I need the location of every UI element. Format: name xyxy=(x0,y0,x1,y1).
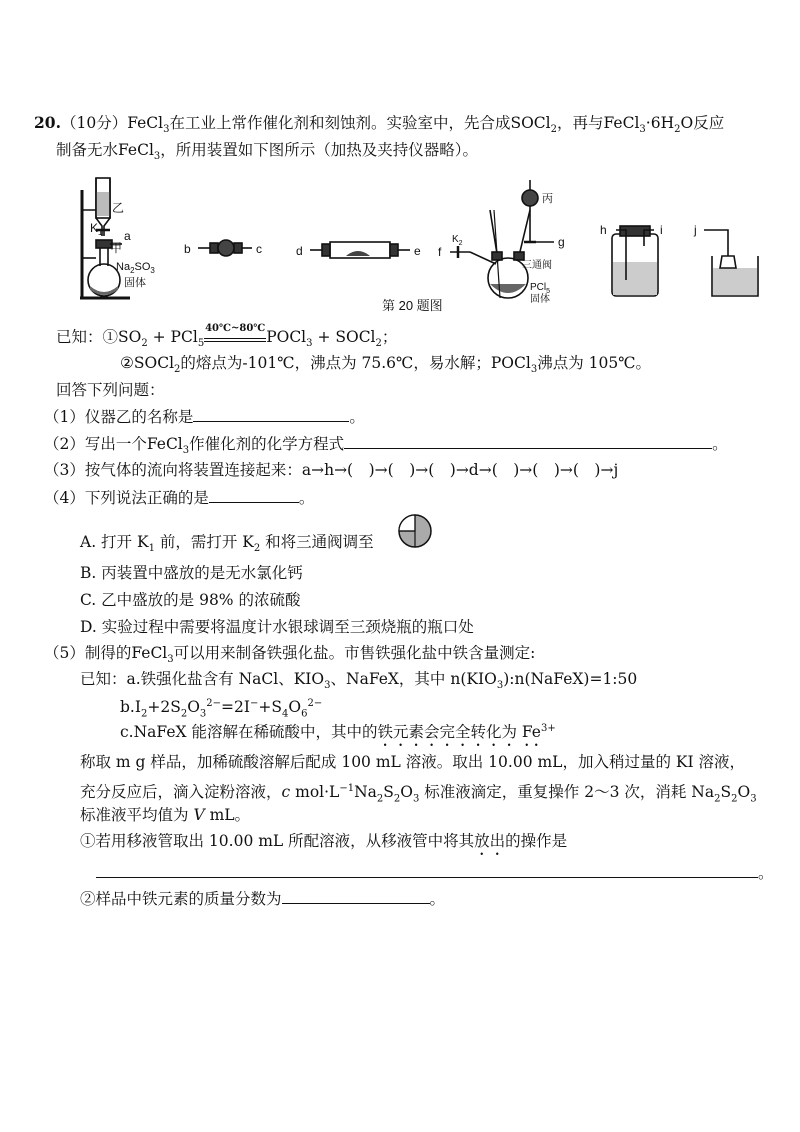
q2-text: （2）写出一个FeCl xyxy=(44,435,183,453)
label-jia: 甲 xyxy=(110,241,123,255)
label-c: c xyxy=(256,242,262,256)
q4-end: 。 xyxy=(298,489,315,507)
q4-text: （4）下列说法正确的是 xyxy=(44,489,209,507)
fact-text: ②SOCl xyxy=(120,354,175,372)
q5-sub2-text: ②样品中铁元素的质量分数为 xyxy=(80,890,282,908)
q5-intro: （5）制得的FeCl$_3$可以用来制备铁强化盐。市售铁强化盐中铁含量测定: xyxy=(44,644,536,666)
label-d: d xyxy=(296,244,303,258)
q4-answer-blank[interactable] xyxy=(209,487,299,503)
label-pcl5: PCl$_5$ xyxy=(530,282,551,295)
q1 xyxy=(44,406,365,427)
intro-text: ·6H xyxy=(645,114,675,132)
intro-text: 在工业上常作催化剂和刻蚀剂。实验室中，先合成SOCl xyxy=(169,114,551,132)
q5-procedure-3 xyxy=(80,805,250,825)
q2-text: 作催化剂的化学方程式 xyxy=(189,435,345,453)
label-solid2: 固体 xyxy=(530,294,550,305)
known-label: 已知： xyxy=(56,328,103,346)
known-text: +S xyxy=(258,698,283,717)
q2: （2）写出一个FeCl$_3$作催化剂的化学方程式 。 xyxy=(44,435,728,457)
label-b: b xyxy=(184,242,191,256)
procedure-text: mL。 xyxy=(204,806,251,824)
known-text: c.NaFeX 能溶解在稀硫酸中，其中的 xyxy=(120,723,378,742)
procedure-text: mol·L xyxy=(290,783,340,802)
label-h: h xyxy=(600,223,607,237)
procedure-text: c xyxy=(281,783,291,802)
known-text: 已知：a.铁强化盐含有 NaCl、KIO xyxy=(80,670,325,688)
label-yi: 乙 xyxy=(112,201,125,215)
q5-sub1-answer-blank[interactable] xyxy=(96,862,758,878)
option-text: 前，需打开 K xyxy=(154,533,254,551)
question-intro-line1: 20.（10分）FeCl$_3$在工业上常作催化剂和刻蚀剂。实验室中，先合成SOCl$_2$，再与$FeCl_3\cdot 6H_2O$反应 xyxy=(34,113,725,136)
known-fact2: ②SOCl$_2$的熔点为-101℃，沸点为 75.6℃，易水解；POCl$_3$沸点为 105℃。 xyxy=(120,354,652,376)
apparatus-figure xyxy=(60,170,760,315)
q5-sub1 xyxy=(80,831,567,859)
q5-known-b: $b.I_2+2S_2O_3^{2-}=2I^-+S_4O_6^{2-}$ xyxy=(120,698,323,720)
label-k2: $K_2$ xyxy=(452,234,463,247)
q5-sub2-end: 。 xyxy=(429,890,446,908)
q5-sub1-answer xyxy=(96,862,774,883)
known-text: O xyxy=(187,698,200,717)
fact-text: 的熔点为-101℃，沸点为 75.6℃，易水解；POCl xyxy=(180,354,531,372)
procedure-text: 标准液平均值为 xyxy=(80,806,194,824)
question-score: （10分） xyxy=(60,114,128,132)
procedure-text: O xyxy=(737,783,751,802)
label-j: j xyxy=(694,223,697,237)
eq-condition: 40℃~80℃ xyxy=(204,331,266,342)
q5-sub1-end: 。 xyxy=(758,864,774,882)
q1-text: （1）仪器乙的名称是 xyxy=(44,408,194,426)
procedure-text: S xyxy=(720,783,732,802)
procedure-text: 充分反应后，滴入淀粉溶液， xyxy=(80,783,282,802)
option-text: A. 打开 K xyxy=(80,533,149,551)
option-text: 和将三通阀调至 xyxy=(260,533,374,551)
fact-text: 沸点为 105℃。 xyxy=(537,354,652,372)
q5-text: 可以用来制备铁强化盐。市售铁强化盐中铁含量测定: xyxy=(173,644,536,662)
intro-text: 制备无水FeCl xyxy=(56,141,154,159)
q5-procedure-2: 充分反应后，滴入淀粉溶液，c $mol\cdot L^{-1}Na_2S_2O_3$ 标准液滴定，重复操作 2～3 次，消耗 $Na_2S_2O_3$ xyxy=(80,783,757,805)
intro-text: ，所用装置如下图所示（加热及夹持仪器略）。 xyxy=(160,141,479,159)
known-text: b.I xyxy=(120,698,141,717)
known-text: ):n(NaFeX)=1:50 xyxy=(503,670,638,688)
eq-text: ①SO xyxy=(102,328,142,346)
intro-text: ，再与FeCl xyxy=(557,114,640,132)
label-a: a xyxy=(124,229,131,243)
eq-text: + SOCl xyxy=(312,328,376,346)
sub1-emphasis: 放出 xyxy=(474,832,506,850)
known-text: =2I xyxy=(221,698,251,717)
label-g: g xyxy=(558,235,565,249)
q4-option-a: A. 打开 $K_1$ 前，需打开 $K_2$ 和将三通阀调至 xyxy=(80,533,374,555)
q1-end: 。 xyxy=(349,408,365,426)
figure-caption: 第 20 题图 xyxy=(382,298,443,313)
q5-known-c: c.NaFeX 能溶解在稀硫酸中，其中的铁元素会完全转化为 $Fe^{3+}$ xyxy=(120,723,556,742)
q5-known-a: 已知：a.铁强化盐含有 NaCl、$KIO_3$、NaFeX，其中 $n(KIO_3):n(NaFeX)=1:50$ xyxy=(80,670,638,692)
eq-text: ； xyxy=(381,328,398,346)
question-intro-line2: 制备无水FeCl$_3$，所用装置如下图所示（加热及夹持仪器略）。 xyxy=(56,141,479,163)
eq-text: POCl xyxy=(266,328,307,346)
label-na2so3: $Na_2SO_3$ xyxy=(116,261,155,275)
q5-text: （5）制得的FeCl xyxy=(44,644,168,662)
q5-sub2-answer-blank[interactable] xyxy=(282,888,430,904)
procedure-text: O xyxy=(400,783,413,802)
label-valve: 三通阀 xyxy=(522,260,552,271)
label-i: i xyxy=(660,223,663,237)
q1-answer-blank[interactable] xyxy=(193,406,349,422)
intro-text: FeCl xyxy=(127,114,164,132)
intro-text: O反应 xyxy=(680,114,725,132)
procedure-text: V xyxy=(193,806,205,824)
procedure-text: Na xyxy=(354,783,377,802)
q2-answer-blank[interactable] xyxy=(344,433,712,449)
q3: （3）按气体的流向将装置连接起来：a→h→( )→( )→( )→d→( )→( )→( )→j xyxy=(44,461,619,479)
prompt: 回答下列问题： xyxy=(56,381,165,399)
known-text: 、NaFeX，其中 n(KIO xyxy=(330,670,497,688)
valve-position-icon xyxy=(397,513,433,549)
label-f: f xyxy=(438,245,442,259)
q5-procedure-1: 称取 m g 样品，加稀硫酸溶解后配成 100 mL 溶液。取出 10.00 mL，加入稍过量的 KI 溶液， xyxy=(80,753,746,771)
procedure-text: S xyxy=(383,783,394,802)
sub1-text: 的操作是 xyxy=(505,832,568,850)
known-eq1: 已知：$①SO_2 + PCl_5$ 40℃~80℃ POCl$_3$ + SOCl$_2$； xyxy=(56,323,398,350)
procedure-text: 标准液滴定，重复操作 2～3 次，消耗 Na xyxy=(419,783,715,802)
q4-option-b: B. 丙装置中盛放的是无水氯化钙 xyxy=(80,564,303,582)
sub1-text: ①若用移液管取出 10.00 mL 所配溶液，从移液管中将其 xyxy=(80,832,475,850)
label-solid: 固体 xyxy=(124,277,146,289)
known-text-emphasis: 铁元素会完全转化为 Fe xyxy=(377,723,541,742)
question-number: 20. xyxy=(34,113,61,132)
q4-option-d: D. 实验过程中需要将温度计水银球调至三颈烧瓶的瓶口处 xyxy=(80,618,474,636)
q4-option-c: C. 乙中盛放的是 98% 的浓硫酸 xyxy=(80,591,301,609)
known-text: O xyxy=(288,698,302,717)
eq-text: + PCl xyxy=(147,328,198,346)
known-text: +2S xyxy=(147,698,181,717)
label-bing: 丙 xyxy=(542,193,553,205)
q2-end: 。 xyxy=(712,435,728,453)
q5-sub2 xyxy=(80,888,445,909)
label-k1: $K_1$ xyxy=(90,221,103,237)
label-e: e xyxy=(414,244,421,258)
q4 xyxy=(44,487,314,508)
